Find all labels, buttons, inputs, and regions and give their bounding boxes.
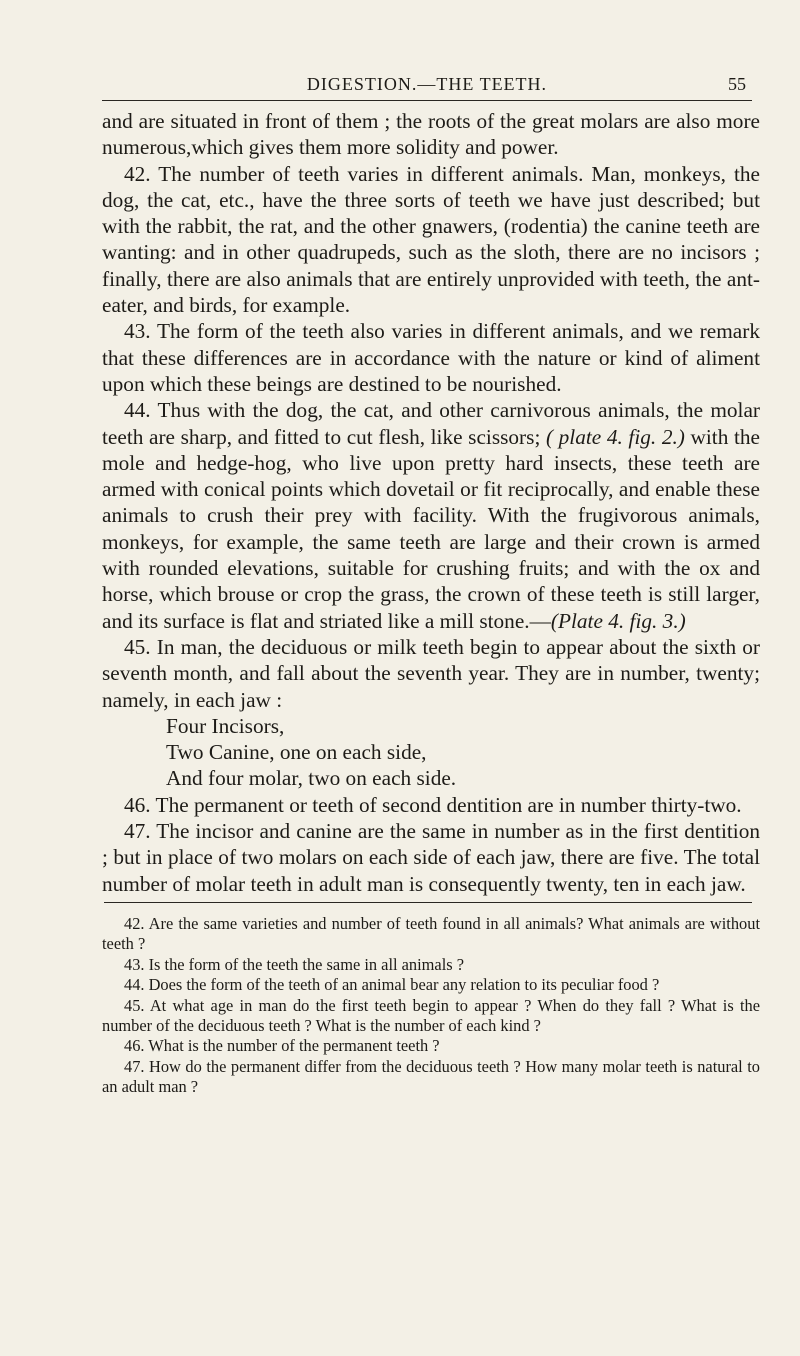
list-item: Four Incisors,	[166, 713, 285, 738]
question-46: 46. What is the number of the permanent teeth ?	[124, 1036, 440, 1056]
review-questions	[102, 914, 760, 1098]
plate-reference: ( plate 4. fig. 2.)	[545, 424, 685, 449]
question-47: 47. How do the permanent differ from the deciduous teeth ? How many molar teeth is natural to an adult man ?	[102, 1056, 760, 1097]
paragraph-42: 42. The number of teeth varies in different animals. Man, monkeys, the dog, the cat, etc., have the three sorts of teeth we have just described; but with the rabbit, the rat, and the other gnawers, (rodentia) the canine teeth are wanting: and in other quadrupeds, such as the sloth, there are no incisors ; finally, there are also animals that are entirely unprovided with teeth, the ant-eater, and birds, for example.	[102, 161, 760, 318]
running-head	[102, 74, 752, 101]
running-title: DIGESTION.—THE TEETH.	[306, 74, 548, 94]
paragraph-46: 46. The permanent or teeth of second dentition are in number thirty-two.	[124, 792, 742, 817]
paragraph-44	[102, 397, 760, 634]
paragraph-44-part-a: 44. Thus with the dog, the cat, and other carnivorous animals, the molar teeth are sharp, and fitted to cut flesh, like scissors;	[102, 398, 760, 449]
teeth-list	[102, 713, 760, 792]
paragraph-43: 43. The form of the teeth also varies in different animals, and we remark that these differences are in accordance with the nature or kind of aliment upon which these beings are destined to be nourished.	[102, 319, 760, 396]
list-item: Two Canine, one on each side,	[166, 740, 427, 765]
question-44: 44. Does the form of the teeth of an animal bear any relation to its peculiar food ?	[124, 975, 660, 995]
page-number: 55	[728, 74, 746, 94]
section-divider	[104, 902, 752, 903]
question-43: 43. Is the form of the teeth the same in all animals ?	[124, 954, 465, 974]
paragraph-47: 47. The incisor and canine are the same in number as in the first dentition ; but in place of two molars on each side of each jaw, there are five. The total number of molar teeth in adult man is consequently twenty, ten in each jaw.	[102, 819, 760, 896]
question-42: 42. Are the same varieties and number of teeth found in all animals? What animals are without teeth ?	[102, 914, 760, 954]
main-text	[102, 108, 760, 897]
list-item: And four molar, two on each side.	[166, 766, 457, 791]
paragraph-44-part-b: with the mole and hedge-hog, who live upon pretty hard insects, these teeth are armed with conical points which dovetail or fit reciprocally, and enable these animals to crush their prey with facility. With the frugivorous animals, monkeys, for example, the same teeth are large and their crown is armed with rounded elevations, suitable for crushing fruits; and with the ox and horse, which brouse or crop the grass, the crown of these teeth is still larger, and its surface is flat and striated like a mill stone.—	[102, 424, 760, 633]
paragraph-continued: and are situated in front of them ; the roots of the great molars are also more numerous,which gives them more solidity and power.	[102, 109, 760, 160]
question-45: 45. At what age in man do the first teeth begin to appear ? When do they fall ? What is the number of the deciduous teeth ? What is the number of each kind ?	[102, 995, 760, 1036]
plate-reference: (Plate 4. fig. 3.)	[550, 608, 686, 633]
paragraph-45: 45. In man, the deciduous or milk teeth begin to appear about the sixth or seventh month, and fall about the seventh year. They are in number, twenty; namely, in each jaw :	[102, 634, 760, 712]
